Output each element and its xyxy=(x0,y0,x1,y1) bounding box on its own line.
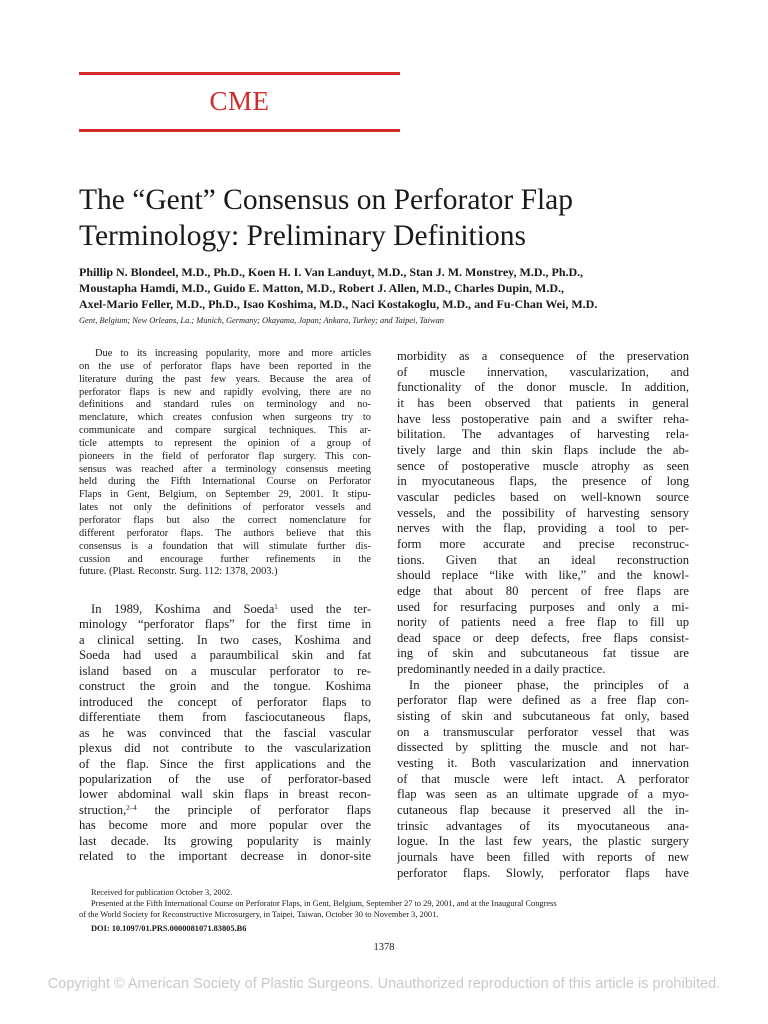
author-list xyxy=(79,264,719,312)
body-line: related to the important decrease in donor-site xyxy=(79,849,371,864)
abstract-line: literature during the past few years. Because the area of xyxy=(79,373,371,385)
citation-superscript: 1 xyxy=(274,603,278,611)
title-line: The “Gent” Consensus on Perforator Flap xyxy=(79,184,574,216)
body-line: journals have been filled with reports of new xyxy=(397,850,689,864)
body-line: perforator flap were defined as a free flap con- xyxy=(397,693,689,708)
body-line: it has been observed that patients in general xyxy=(397,395,689,410)
presented-note-continued: of the World Society for Reconstructive Microsurgery, in Taipei, Taiwan, October 30 to November 3, 2001. xyxy=(79,910,439,920)
body-line: in myocutaneous flaps, the presence of long xyxy=(397,474,689,489)
body-line: cutaneous flap because it preserved all the in- xyxy=(397,803,689,818)
body-line: dissected by splitting the muscle and not har- xyxy=(397,740,689,755)
body-line: In 1989, Koshima and Soeda$^1$ used the ter- xyxy=(91,602,371,616)
presented-note: Presented at the Fifth International Course on Perforator Flaps, in Gent, Belgium, September 27 to 29, 2001, and at the Inaugural Congress xyxy=(91,899,557,909)
abstract-line: on the use of perforator flaps have been reported in the xyxy=(79,360,371,372)
body-line: lower abdominal wall skin flaps in breast recon- xyxy=(79,787,371,802)
abstract-line: ticle attempts to represent the opinion of a group of xyxy=(79,437,371,449)
body-line: nerves with the flap, providing a tool to per- xyxy=(397,521,689,536)
body-column-right xyxy=(397,349,689,881)
body-column-left xyxy=(79,602,371,865)
body-line: bilitation. The advantages of harvesting rela- xyxy=(397,427,689,442)
body-line: of muscle innervation, vascularization, and xyxy=(397,364,689,379)
body-line: introduced the concept of perforator flaps to xyxy=(79,694,371,709)
section-label: CME xyxy=(209,86,270,116)
abstract-line: definitions and standard rules on terminology and no- xyxy=(79,399,371,411)
body-line: sence of postoperative muscle atrophy as seen xyxy=(397,458,689,473)
body-line: predominantly needed in a daily practice. xyxy=(397,662,606,677)
body-line: used for resurfacing purposes and only a mi- xyxy=(397,599,689,614)
title-line: Terminology: Preliminary Definitions xyxy=(79,220,526,252)
abstract-line: pioneers in the field of perforator flap surgery. This con- xyxy=(79,450,371,462)
copyright-watermark: Copyright © American Society of Plastic Surgeons. Unauthorized reproduction of this article is prohibited. xyxy=(47,976,721,992)
body-line: plexus did not contribute to the vascularization xyxy=(79,741,371,756)
body-line: form more accurate and precise reconstruc- xyxy=(397,536,689,551)
body-line: ing of skin and subcutaneous fat tissue are xyxy=(397,646,689,661)
body-line: minology “perforator flaps” for the first time in xyxy=(79,617,371,632)
body-line: Soeda had used a paraumbilical skin and fat xyxy=(79,648,371,663)
body-line: tively large and thin skin flaps include the ab- xyxy=(397,442,689,457)
abstract xyxy=(79,348,371,579)
body-line: logue. In the last few years, the plastic surgery xyxy=(397,834,689,849)
body-line: functionality of the donor muscle. In addition, xyxy=(397,380,689,395)
body-line: trinsic advantages of its myocutaneous ana- xyxy=(397,818,689,833)
author-line: Axel-Mario Feller, M.D., Ph.D., Isao Koshima, M.D., Naci Kostakoglu, M.D., and Fu-Chan Wei, M.D. xyxy=(79,297,598,311)
page-number: 1378 xyxy=(373,942,395,953)
abstract-line: sensus was reached after a terminology consensus meeting xyxy=(79,463,371,475)
abstract-line: perforator flaps is new and rapidly evolving, there are no xyxy=(79,386,371,398)
doi-link[interactable]: DOI: 10.1097/01.PRS.0000081071.83805.B6 xyxy=(91,923,247,933)
body-line: of the flap. Since the first applications and the xyxy=(79,756,371,771)
body-line: differentiate them from fasciocutaneous flaps, xyxy=(79,710,371,725)
body-line: vesting it. Both vascularization and innervation xyxy=(397,756,689,771)
body-line: construct the groin and the tongue. Koshima xyxy=(79,679,371,694)
abstract-line: communicate and compare surgical techniques. This ar- xyxy=(79,425,371,437)
section-rule-bottom xyxy=(79,129,400,132)
body-line: sisting of skin and subcutaneous fat only, based xyxy=(397,709,689,724)
body-line: In the pioneer phase, the principles of a xyxy=(409,677,689,692)
body-line: on a transmuscular perforator vessel that was xyxy=(397,724,689,739)
abstract-line: future. (Plast. Reconstr. Surg. 112: 1378, 2003.) xyxy=(79,566,278,578)
body-line: edge that about 80 percent of free flaps are xyxy=(397,583,689,598)
body-line: last decade. Its growing popularity is mainly xyxy=(79,833,371,848)
body-line: vessels, and the possibility of harvesting sensory xyxy=(397,505,689,520)
footnotes xyxy=(79,887,719,934)
body-line: as he was convinced that the fascial vascular xyxy=(79,725,371,740)
body-line: island based on a muscular perforator to re- xyxy=(79,663,371,678)
author-line: Phillip N. Blondeel, M.D., Ph.D., Koen H. I. Van Landuyt, M.D., Stan J. M. Monstrey, M.D., Ph.D., xyxy=(79,265,584,279)
body-line: struction,$^{2-4}$ the principle of perforator flaps xyxy=(79,802,371,817)
body-line: perforator flaps. Slowly, perforator flaps have xyxy=(397,865,689,880)
body-line: morbidity as a consequence of the preservation xyxy=(397,349,689,363)
citation-superscript: 2–4 xyxy=(126,803,137,812)
body-line: flap was seen as an ultimate upgrade of a myo- xyxy=(397,787,689,802)
abstract-line: menclature, which creates confusion when surgeons try to xyxy=(79,412,371,424)
body-line: of that muscle were left intact. A perforator xyxy=(397,771,689,786)
body-line: dead space or deep defects, free flaps consist- xyxy=(397,630,689,645)
body-line: vascular pedicles based on well-known source xyxy=(397,489,689,504)
abstract-line: different perforator flaps. The authors believe that this xyxy=(79,527,371,539)
body-line: nority of patients need a free flap to fill up xyxy=(397,615,689,630)
body-line: tions. Given that an ideal reconstruction xyxy=(397,552,689,567)
received-note: Received for publication October 3, 2002. xyxy=(91,888,233,897)
abstract-line: consensus is a foundation that will stimulate further dis- xyxy=(79,540,371,552)
affiliations: Gent, Belgium; New Orleans, La.; Munich, Germany; Okayama, Japan; Ankara, Turkey; and Taipei, Taiwan xyxy=(79,316,444,325)
section-rule-top xyxy=(79,72,400,75)
article-title xyxy=(79,182,699,254)
body-line: a clinical setting. In two cases, Koshima and xyxy=(79,632,371,647)
author-line: Moustapha Hamdi, M.D., Guido E. Matton, M.D., Robert J. Allen, M.D., Charles Dupin, M.D., xyxy=(79,281,565,295)
abstract-line: cussion and encourage further refinements in the xyxy=(79,553,371,565)
abstract-line: perforator flaps but also the correct nomenclature for xyxy=(79,514,371,526)
abstract-line: held during the Fifth International Course on Perforator xyxy=(79,476,371,488)
abstract-line: Flaps in Gent, Belgium, on September 29, 2001. It stipu- xyxy=(79,489,371,501)
body-line: popularization of the use of perforator-based xyxy=(79,771,371,786)
abstract-line: lates not only the definitions of perforator vessels and xyxy=(79,502,371,514)
abstract-line: Due to its increasing popularity, more and more articles xyxy=(95,348,371,359)
body-line: have less postoperative pain and a swifter reha- xyxy=(397,411,689,426)
body-line: has become more and more popular over the xyxy=(79,818,371,833)
body-line: should replace “like with like,” and the knowl- xyxy=(397,568,689,583)
